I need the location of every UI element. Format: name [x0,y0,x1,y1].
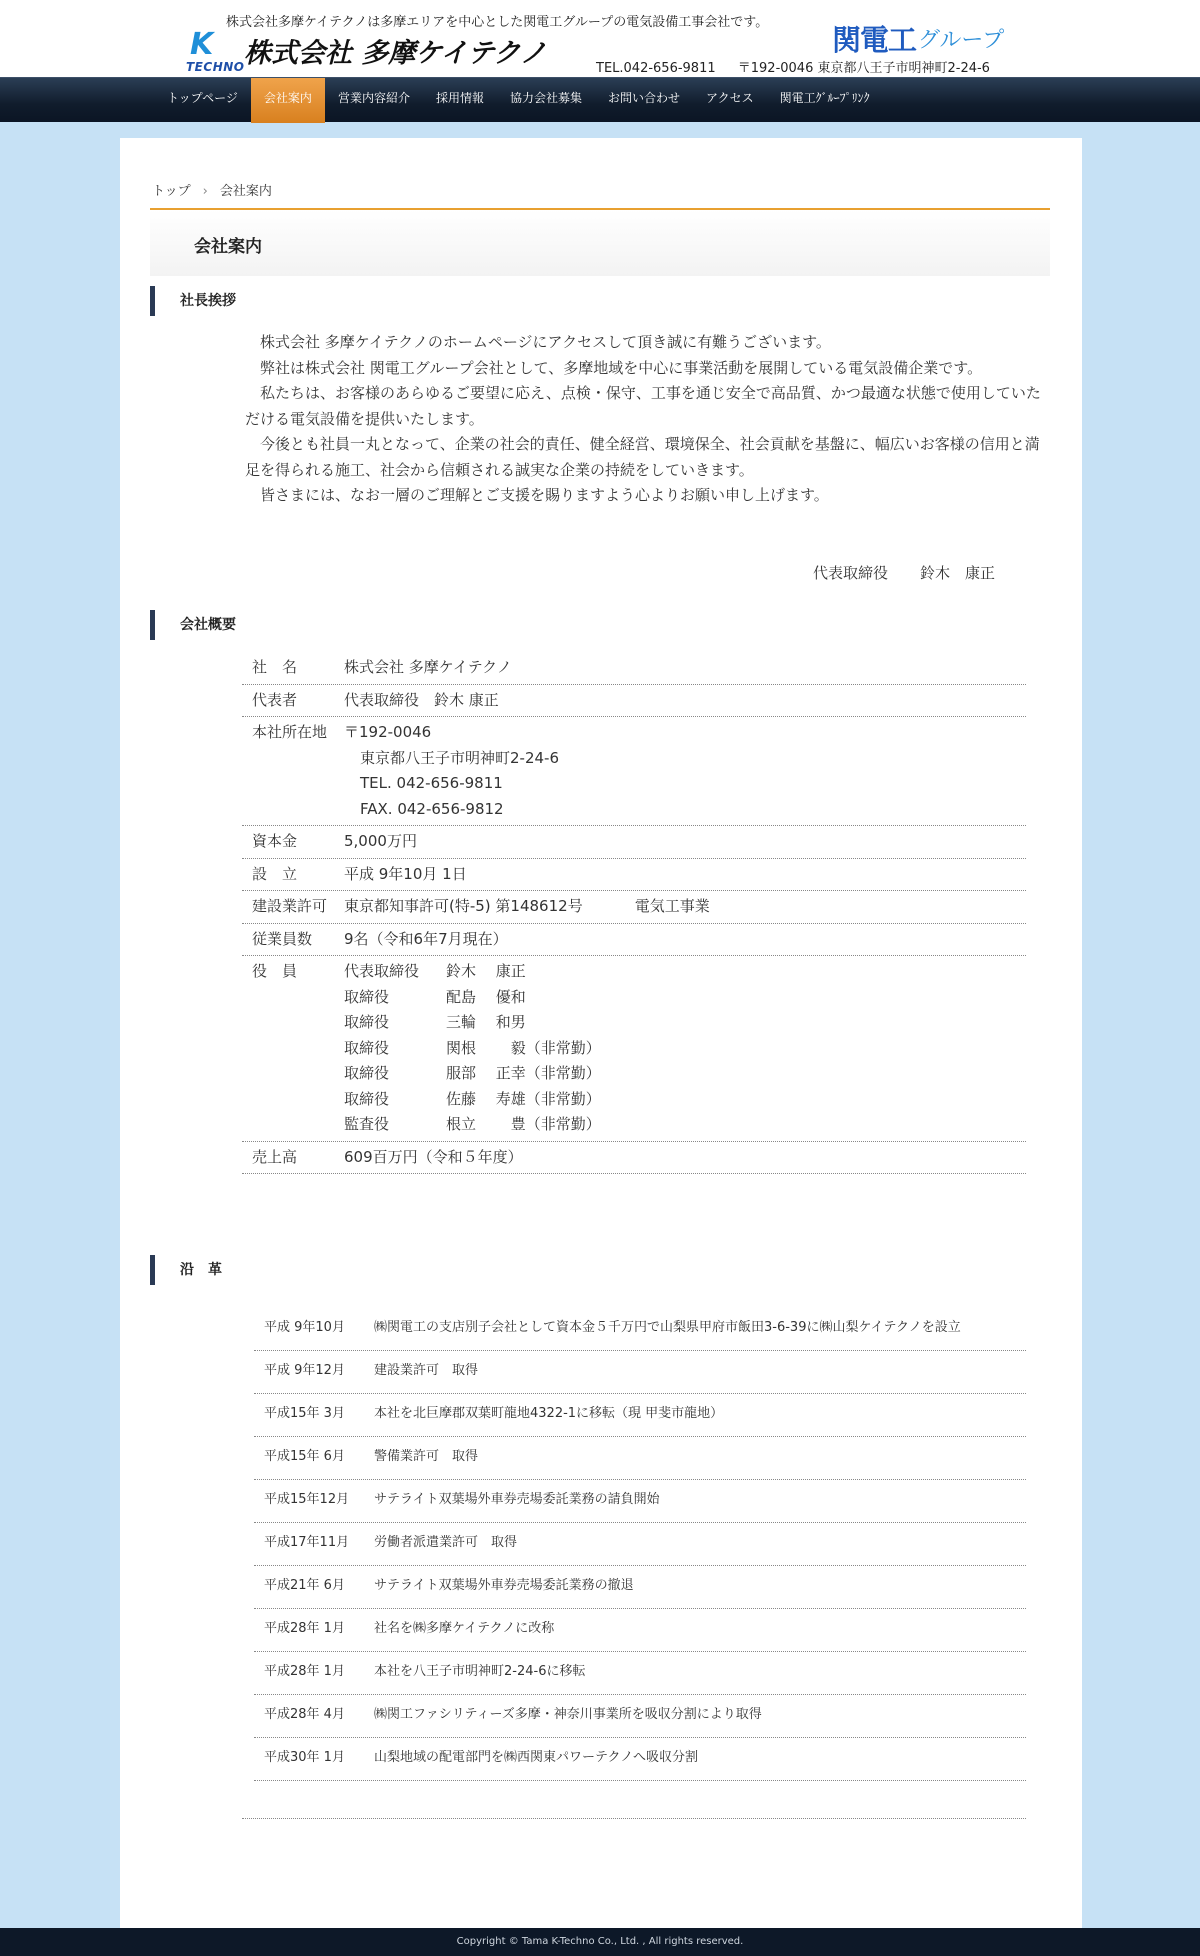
row-label: 従業員数 [252,929,313,948]
history-event: ㈱関工ファシリティーズ多摩・神奈川事業所を吸収分割により取得 [374,1707,762,1722]
row-value: 5,000万円 [344,832,417,850]
table-row [242,826,1026,859]
row-value [344,720,1026,822]
officer-name: 佐藤 寿雄（非常勤） [446,1089,601,1108]
officer-title: 代表取締役 [344,962,420,980]
row-label: 資本金 [252,832,298,850]
greeting-paragraph: 皆さまには、なお一層のご理解とご支援を賜りますよう心よりお願い申し上げます。 [260,486,829,504]
greeting-signature [813,562,995,583]
history-event: 山梨地域の配電部門を㈱西関東パワーテクノへ吸収分割 [374,1750,698,1765]
table-row [242,1142,1026,1175]
history-date: 平成28年 4月 [264,1707,345,1722]
table-row [242,924,1026,957]
history-date: 平成15年 3月 [264,1406,345,1421]
president-greeting [245,330,1045,509]
row-label: 本社所在地 [252,723,328,741]
officer-entry [344,1061,1026,1087]
header-contact [596,57,990,76]
nav-item-partners[interactable]: 協力会社募集 [509,91,582,105]
officer-title: 取締役 [344,1089,390,1108]
officer-name: 配島 優和 [446,987,526,1006]
officers-list [344,959,1026,1138]
logo-company-name: 株式会社 多摩ケイテクノ [244,38,547,69]
history-event: 建設業許可 取得 [374,1363,479,1378]
table-row [242,891,1026,924]
header-address: 〒192-0046 東京都八王子市明神町2-24-6 [737,61,990,76]
officer-entry [344,1036,1026,1062]
officer-title: 取締役 [344,1013,390,1031]
page-title-box [150,208,1050,276]
history-item [254,1738,1026,1781]
history-item [254,1652,1026,1695]
table-row [242,685,1026,718]
officer-entry [344,985,1026,1011]
officer-entry [344,1087,1026,1113]
row-value: 9名（令和6年7月現在） [344,929,508,948]
breadcrumb [152,180,272,199]
footer-copyright: Copyright © Tama K-Techno Co., Ltd. , All rights reserved. [456,1936,744,1947]
company-history-list [254,1308,1026,1781]
row-label: 社 名 [252,658,298,676]
k-techno-logo-mark [186,27,245,74]
history-date: 平成28年 1月 [264,1621,345,1636]
officer-name: 根立 豊（非常勤） [446,1115,601,1133]
nav-item-services[interactable]: 営業内容紹介 [337,91,410,105]
history-date: 平成28年 1月 [264,1664,345,1679]
history-event: 社名を㈱多摩ケイテクノに改称 [374,1621,555,1636]
history-item [254,1480,1026,1523]
company-overview-table [242,652,1026,1174]
header-tagline: 株式会社多摩ケイテクノは多摩エリアを中心とした関電工グループの電気設備工事会社です。 [226,15,769,30]
history-item [254,1394,1026,1437]
hq-fax: FAX. 042-656-9812 [360,799,504,818]
breadcrumb-separator: › [202,184,208,199]
hq-postal: 〒192-0046 [344,723,432,741]
hq-address: 東京都八王子市明神町2-24-6 [360,748,560,767]
nav-item-access[interactable]: アクセス [706,91,754,105]
row-label: 代表者 [252,690,298,709]
officer-name: 鈴木 康正 [446,962,526,980]
officer-name: 三輪 和男 [446,1013,526,1031]
table-row [242,652,1026,685]
history-event: 労働者派遣業許可 取得 [374,1535,518,1550]
officer-entry [344,1112,1026,1138]
company-logo[interactable] [186,28,547,74]
history-event: サテライト双葉場外車券売場委託業務の請負開始 [374,1492,660,1507]
permit-number: 東京都知事許可(特-5) 第148612号 [344,897,583,915]
row-value: 平成 9年10月 1日 [344,864,467,883]
nav-item-contact[interactable]: お問い合わせ [607,91,680,105]
history-item [254,1609,1026,1652]
footer [0,1928,1200,1956]
section-heading-greeting: 社長挨拶 [150,286,236,316]
breadcrumb-current: 会社案内 [219,184,272,199]
history-date: 平成21年 6月 [264,1578,345,1593]
kandenko-group-logo[interactable] [832,18,1004,59]
history-date: 平成 9年12月 [264,1363,345,1378]
officer-name: 関根 毅（非常勤） [446,1038,601,1057]
history-date: 平成15年 6月 [264,1449,345,1464]
nav-item-recruit[interactable]: 採用情報 [435,91,484,105]
history-item [254,1523,1026,1566]
logo-techno-text: TECHNO [186,60,245,74]
officer-entry [344,959,1026,985]
history-event: サテライト双葉場外車券売場委託業務の撤退 [374,1578,634,1593]
signature-title: 代表取締役 [813,564,889,582]
row-label: 役 員 [252,962,298,980]
officer-title: 監査役 [344,1115,390,1133]
nav-item-top[interactable]: トップページ [167,91,238,105]
row-label: 売上高 [252,1147,298,1166]
nav-item-company[interactable]: 会社案内 [251,78,325,123]
main-nav [0,77,1200,122]
history-date: 平成 9年10月 [264,1320,345,1335]
history-event: 本社を北巨摩郡双葉町龍地4322-1に移転（現 甲斐市龍地） [374,1406,724,1421]
table-row [242,956,1026,1142]
greeting-paragraph: 今後とも社員一丸となって、企業の社会的責任、健全経営、環境保全、社会貢献を基盤に、幅広いお客様の信用と満足を得られる施工、社会から信頼される誠実な企業の持続をしていきます。 [245,435,1040,479]
history-item [254,1437,1026,1480]
history-date: 平成15年12月 [264,1492,350,1507]
breadcrumb-home-link[interactable]: トップ [152,184,191,199]
header [0,0,1200,77]
signature-name: 鈴木 康正 [920,564,996,582]
history-item [254,1566,1026,1609]
history-item [254,1351,1026,1394]
history-item [254,1308,1026,1351]
officer-title: 取締役 [344,987,390,1006]
officer-title: 取締役 [344,1038,390,1057]
section-heading-overview: 会社概要 [150,610,236,640]
officer-entry [344,1010,1026,1036]
logo-k-letter: K [190,27,214,62]
greeting-paragraph: 私たちは、お客様のあらゆるご要望に応え、点検・保守、工事を通じ安全で高品質、かつ最適な状態で使用していただける電気設備を提供いたします。 [245,384,1041,428]
history-divider [242,1818,1026,1819]
row-value: 609百万円（令和５年度） [344,1147,523,1166]
history-date: 平成30年 1月 [264,1750,345,1765]
history-date: 平成17年11月 [264,1535,350,1550]
history-event: ㈱関電工の支店別子会社として資本金５千万円で山梨県甲府市飯田3-6-39に㈱山梨ケイテクノを設立 [374,1320,961,1335]
permit-type: 電気工事業 [634,897,710,915]
history-event: 本社を八王子市明神町2-24-6に移転 [374,1664,586,1679]
greeting-paragraph: 弊社は株式会社 関電工グループ会社として、多摩地域を中心に事業活動を展開している電気設備企業です。 [260,358,983,377]
group-logo-kanji: 関電工 [832,23,917,57]
officer-name: 服部 正幸（非常勤） [446,1064,601,1082]
group-logo-kana: グループ [918,28,1005,53]
row-value: 株式会社 多摩ケイテクノ [344,658,512,676]
row-label: 設 立 [252,864,298,883]
greeting-paragraph: 株式会社 多摩ケイテクノのホームページにアクセスして頂き誠に有難うございます。 [260,333,831,351]
header-tel: TEL.042-656-9811 [596,61,716,76]
row-value: 代表取締役 鈴木 康正 [344,690,499,709]
section-heading-history: 沿 革 [150,1255,222,1285]
table-row [242,859,1026,892]
table-row [242,717,1026,826]
officer-title: 取締役 [344,1064,390,1082]
history-event: 警備業許可 取得 [374,1449,479,1464]
page-title: 会社案内 [194,237,262,257]
main-content [120,138,1082,1928]
history-item [254,1695,1026,1738]
hq-tel: TEL. 042-656-9811 [360,774,503,792]
nav-item-group-links[interactable]: 関電工ｸﾞﾙｰﾌﾟﾘﾝｸ [779,91,870,105]
row-label: 建設業許可 [252,897,328,915]
row-value [344,894,1026,920]
